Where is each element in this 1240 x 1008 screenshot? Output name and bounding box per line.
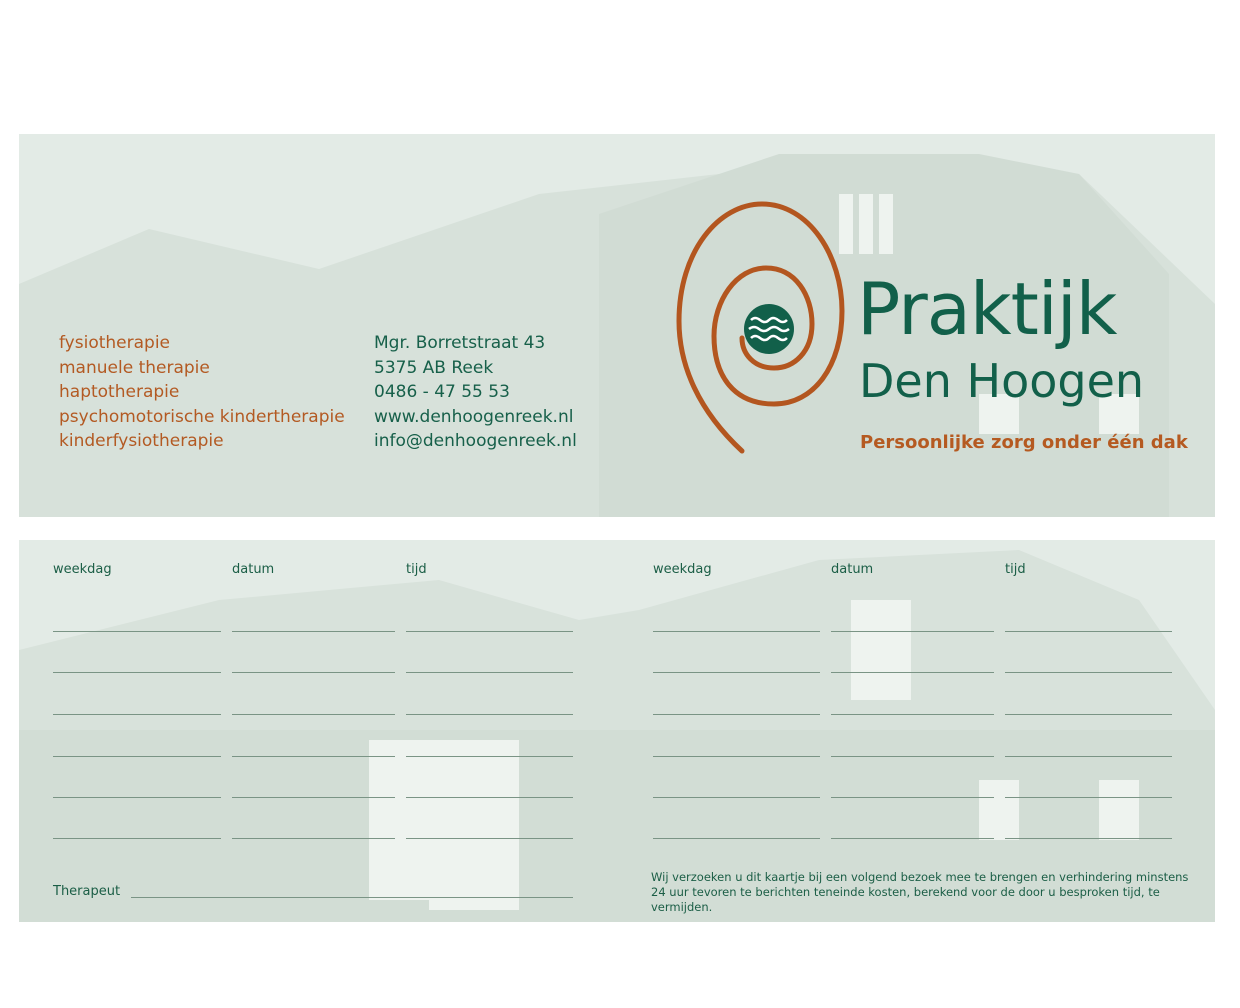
- entry-line[interactable]: [1005, 714, 1172, 715]
- postal-city: 5375 AB Reek: [374, 357, 494, 378]
- appointment-card-back: [19, 540, 1215, 922]
- entry-line[interactable]: [53, 838, 221, 839]
- entry-line[interactable]: [653, 797, 820, 798]
- entry-line[interactable]: [406, 714, 573, 715]
- entry-line[interactable]: [232, 631, 395, 632]
- contact-details: [374, 331, 577, 454]
- entry-line[interactable]: [232, 672, 395, 673]
- entry-line[interactable]: [653, 838, 820, 839]
- therapist-label: Therapeut: [53, 884, 121, 899]
- entry-line[interactable]: [53, 631, 221, 632]
- entry-line[interactable]: [831, 672, 994, 673]
- appointment-card-front: [19, 134, 1215, 517]
- entry-line[interactable]: [406, 672, 573, 673]
- therapist-signature-line[interactable]: [131, 897, 573, 898]
- entry-line[interactable]: [406, 631, 573, 632]
- phone-number: 0486 - 47 55 53: [374, 382, 510, 402]
- column-header-weekday: weekdag: [653, 562, 712, 577]
- service-item: haptotherapie: [59, 382, 180, 402]
- entry-line[interactable]: [831, 838, 994, 839]
- spiral-logo-icon: [674, 196, 849, 461]
- entry-line[interactable]: [53, 756, 221, 757]
- entry-line[interactable]: [53, 672, 221, 673]
- column-header-date: datum: [232, 562, 275, 577]
- entry-line[interactable]: [406, 756, 573, 757]
- cancellation-notice: Wij verzoeken u dit kaartje bij een volgend bezoek mee te brengen en verhindering minstens 24 uur tevoren te berichten teneinde kosten, berekend voor de door u besproken tijd, te vermijden.: [651, 870, 1189, 914]
- building-background-image: [19, 540, 1215, 922]
- services-list: [59, 331, 345, 454]
- entry-line[interactable]: [53, 797, 221, 798]
- entry-line[interactable]: [653, 756, 820, 757]
- column-header-weekday: weekdag: [53, 562, 112, 577]
- entry-line[interactable]: [653, 714, 820, 715]
- entry-line[interactable]: [406, 838, 573, 839]
- entry-line[interactable]: [1005, 631, 1172, 632]
- entry-line[interactable]: [831, 631, 994, 632]
- entry-line[interactable]: [406, 797, 573, 798]
- column-header-date: datum: [831, 562, 874, 577]
- column-header-time: tijd: [406, 562, 427, 577]
- entry-line[interactable]: [831, 797, 994, 798]
- column-header-time: tijd: [1005, 562, 1026, 577]
- entry-line[interactable]: [1005, 797, 1172, 798]
- website-link[interactable]: www.denhoogenreek.nl: [374, 406, 574, 427]
- entry-line[interactable]: [831, 714, 994, 715]
- entry-line[interactable]: [232, 838, 395, 839]
- brand-name-line2: Den Hoogen: [859, 354, 1145, 408]
- entry-line[interactable]: [653, 631, 820, 632]
- entry-line[interactable]: [1005, 838, 1172, 839]
- brand-name-line1: Praktijk: [857, 267, 1117, 351]
- entry-line[interactable]: [232, 714, 395, 715]
- service-item: fysiotherapie: [59, 333, 171, 353]
- entry-line[interactable]: [53, 714, 221, 715]
- brand-tagline: Persoonlijke zorg onder één dak: [860, 432, 1188, 453]
- service-item: psychomotorische kindertherapie: [59, 406, 345, 427]
- service-item: kinderfysiotherapie: [59, 431, 224, 451]
- entry-line[interactable]: [232, 756, 395, 757]
- service-item: manuele therapie: [59, 357, 210, 378]
- entry-line[interactable]: [232, 797, 395, 798]
- entry-line[interactable]: [1005, 756, 1172, 757]
- entry-line[interactable]: [653, 672, 820, 673]
- entry-line[interactable]: [831, 756, 994, 757]
- email-link[interactable]: info@denhoogenreek.nl: [374, 431, 577, 451]
- entry-line[interactable]: [1005, 672, 1172, 673]
- street-address: Mgr. Borretstraat 43: [374, 333, 546, 353]
